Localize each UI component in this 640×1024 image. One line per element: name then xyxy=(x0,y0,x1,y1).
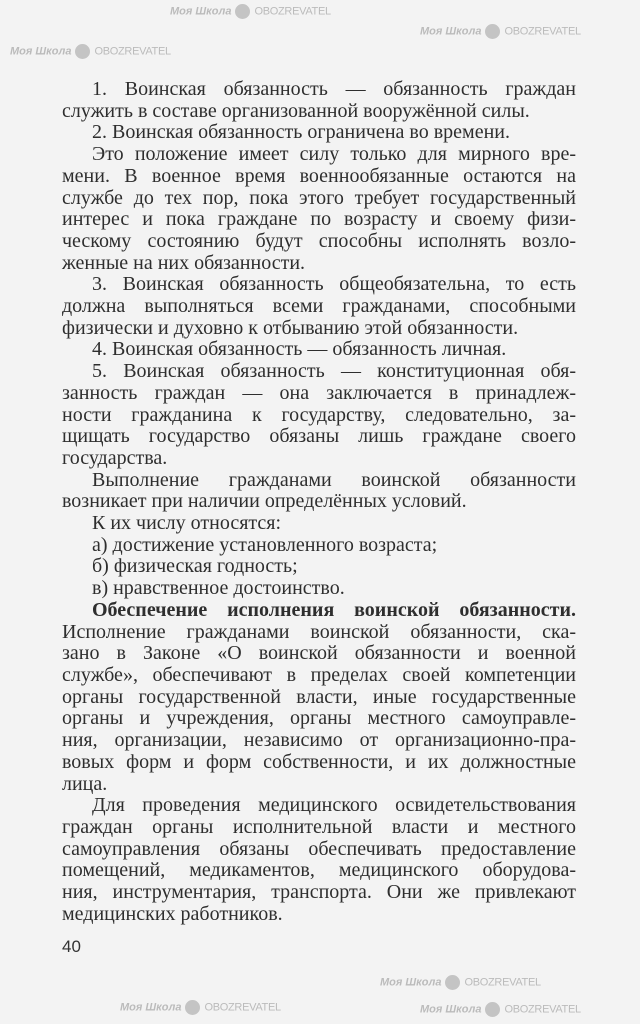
text-line: 5. Воинская обязанность — конституционная обя- xyxy=(92,360,576,383)
watermark-logo-icon xyxy=(185,1000,200,1015)
text-line: интерес и пока граждане по возрасту и своему физи- xyxy=(62,208,576,231)
text-line: лица. xyxy=(62,772,108,795)
text-line: 3. Воинская обязанность общеобязательна, то есть xyxy=(92,273,576,296)
text-line: ния, организации, независимо от организационно-пра- xyxy=(62,729,576,752)
watermark-brand-2: OBOZREVATEL xyxy=(204,1001,281,1014)
watermark-brand-1: Моя Школа xyxy=(420,25,482,38)
text-line: Это положение имеет силу только для мирного вре- xyxy=(92,143,576,166)
watermark xyxy=(120,1000,281,1015)
text-line: ности гражданина к государству, следовательно, за- xyxy=(62,403,576,426)
watermark-brand-1: Моя Школа xyxy=(120,1001,182,1014)
watermark-brand-1: Моя Школа xyxy=(170,5,232,18)
watermark-brand-2: OBOZREVATEL xyxy=(464,976,541,989)
watermark-logo-icon xyxy=(75,44,90,59)
text-line: 1. Воинская обязанность — обязанность граждан xyxy=(92,78,576,100)
text-line: мени. В военное время военнообязанные остаются на xyxy=(62,164,576,187)
text-line: К их числу относятся: xyxy=(92,512,282,535)
text-line: Исполнение гражданами воинской обязанности, ска- xyxy=(62,620,576,643)
text-line: возникает при наличии определённых условий. xyxy=(62,490,467,513)
page-body xyxy=(62,79,576,957)
text-line: органы государственной власти, иные государственные xyxy=(62,685,576,708)
section-heading-line: Обеспечение исполнения воинской обязанности. xyxy=(92,598,576,621)
text-line: Выполнение гражданами воинской обязанности xyxy=(92,468,576,491)
watermark-brand-2: OBOZREVATEL xyxy=(504,1003,581,1016)
text-line: зано в Законе «О воинской обязанности и военной xyxy=(62,642,576,665)
watermark-brand-1: Моя Школа xyxy=(380,976,442,989)
text-line: щищать государство обязаны лишь граждане своего xyxy=(62,425,576,448)
watermark xyxy=(380,975,541,990)
text-line: физически и духовно к отбыванию этой обязанности. xyxy=(62,316,519,339)
text-line: 4. Воинская обязанность — обязанность личная. xyxy=(92,338,507,361)
watermark-logo-icon xyxy=(445,975,460,990)
text-line: ческому состоянию будут способны исполнять возло- xyxy=(62,229,576,252)
watermark-brand-1: Моя Школа xyxy=(420,1003,482,1016)
text-line: службе до тех пор, пока этого требует государственный xyxy=(62,186,576,209)
watermark-brand-2: OBOZREVATEL xyxy=(94,45,171,58)
text-line: служить в составе организованной вооружённой силы. xyxy=(62,99,530,122)
watermark xyxy=(420,24,581,39)
watermark xyxy=(420,1002,581,1017)
text-line: должна выполняться всеми гражданами, способными xyxy=(62,295,576,318)
watermark xyxy=(10,44,171,59)
text-line: помещений, медикаментов, медицинского оборудова- xyxy=(62,859,576,882)
watermark-logo-icon xyxy=(235,4,250,19)
text-line: медицинских работников. xyxy=(62,902,283,925)
text-line: женные на них обязанности. xyxy=(62,251,306,274)
text-line: в) нравственное достоинство. xyxy=(92,577,345,600)
text-line: граждан органы исполнительной власти и местного xyxy=(62,815,576,838)
text-line: 2. Воинская обязанность ограничена во времени. xyxy=(92,121,510,144)
text-line: а) достижение установленного возраста; xyxy=(92,533,438,556)
watermark-brand-2: OBOZREVATEL xyxy=(504,25,581,38)
text-line: самоуправления обязаны обеспечивать предоставление xyxy=(62,837,576,860)
page-number: 40 xyxy=(62,937,81,957)
text-line: б) физическая годность; xyxy=(92,555,298,578)
watermark-brand-2: OBOZREVATEL xyxy=(254,5,331,18)
watermark-logo-icon xyxy=(485,24,500,39)
watermark-logo-icon xyxy=(485,1002,500,1017)
watermark xyxy=(170,4,331,19)
text-line: ния, инструментария, транспорта. Они же привлекают xyxy=(62,881,576,904)
text-line: органы и учреждения, органы местного самоуправле- xyxy=(62,707,576,730)
watermark-brand-1: Моя Школа xyxy=(10,45,72,58)
text-line: службе», обеспечивают в пределах своей компетенции xyxy=(62,663,576,686)
text-line: государства. xyxy=(62,446,168,469)
text-line: Для проведения медицинского освидетельствования xyxy=(92,794,576,817)
page-text xyxy=(62,79,576,925)
text-line: вовых форм и форм собственности, и их должностные xyxy=(62,750,576,773)
text-line: занность граждан — она заключается в принадлеж- xyxy=(62,381,576,404)
